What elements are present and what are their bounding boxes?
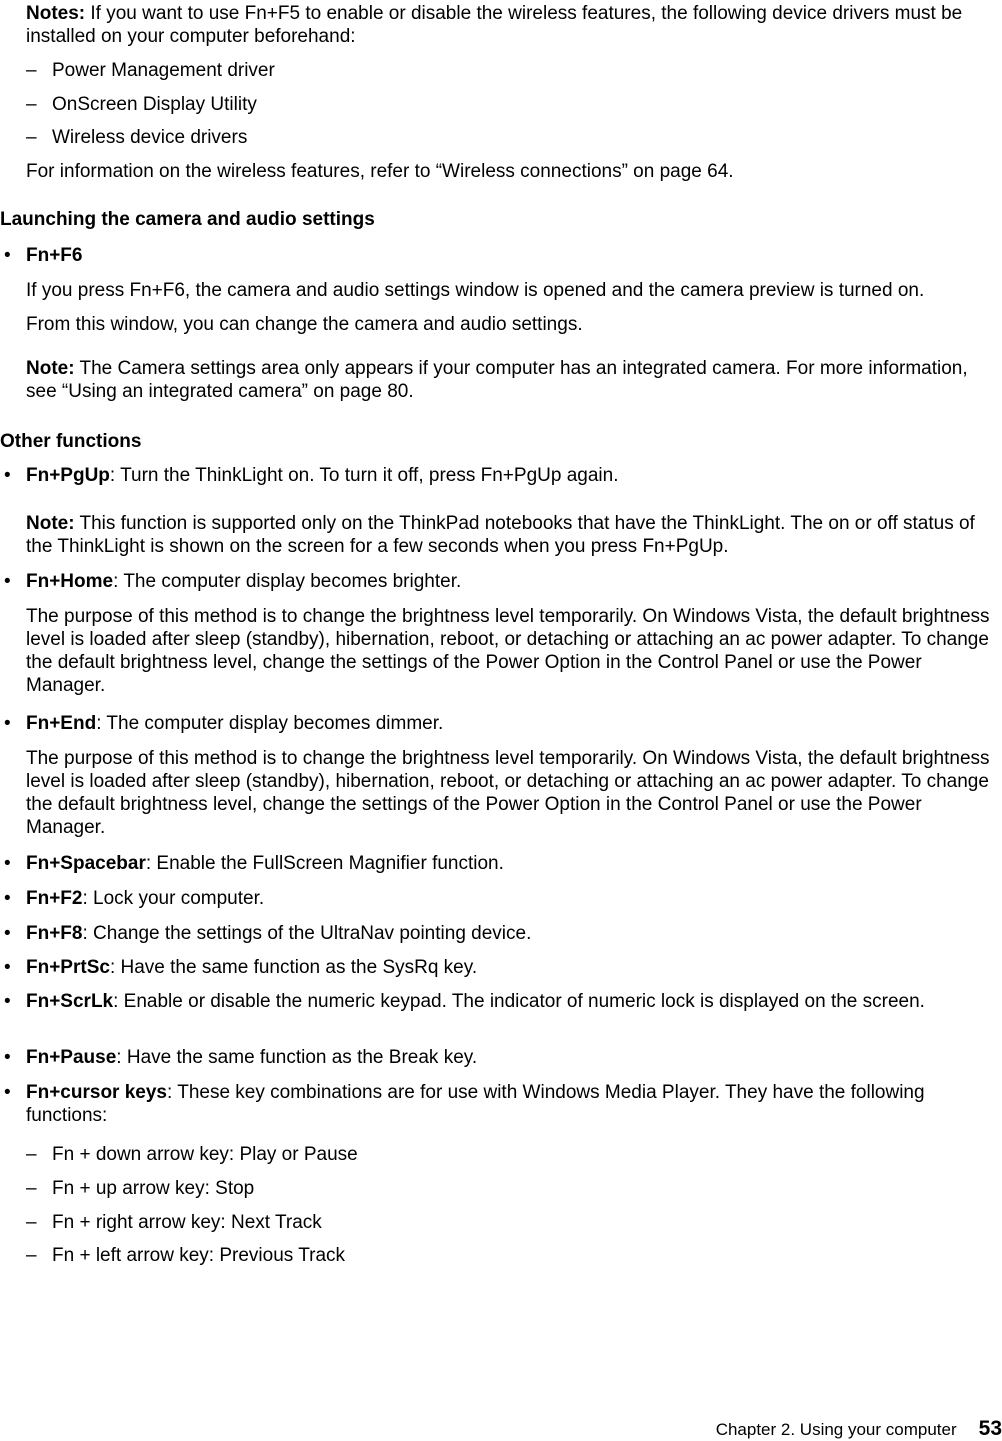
page-number: 53: [978, 1417, 1002, 1440]
fn-pgup-desc: : Turn the ThinkLight on. To turn it off, press Fn+PgUp again.: [109, 465, 619, 486]
driver-item: – OnScreen Display Utility: [26, 94, 257, 115]
bullet-fn-end: [4, 712, 1002, 735]
notes-label: Notes:: [26, 3, 86, 24]
fn-f2-desc: : Lock your computer.: [82, 888, 265, 909]
bullet-dot: •: [4, 957, 11, 978]
camera-para-1: If you press Fn+F6, the camera and audio settings window is opened and the camera preview is turned on.: [26, 280, 925, 301]
fn-f2-key: Fn+F2: [26, 888, 83, 909]
bullet-fn-home: [4, 570, 1002, 593]
bullet-dot: •: [4, 1082, 11, 1103]
fn-end-desc: : The computer display becomes dimmer.: [96, 713, 444, 734]
fn-f8-key: Fn+F8: [26, 923, 83, 944]
note-text: The Camera settings area only appears if your computer has an integrated camera. For more information, see “Using an integrated camera” on page 80.: [26, 358, 968, 402]
driver-item: – Wireless device drivers: [26, 127, 248, 148]
fn-scrlk-key: Fn+ScrLk: [26, 991, 114, 1012]
fn-pgup-key: Fn+PgUp: [26, 465, 110, 486]
driver-item: – Power Management driver: [26, 60, 275, 81]
bullet-dot: •: [4, 888, 11, 909]
pgup-note: [26, 512, 1002, 558]
fn-end-key: Fn+End: [26, 713, 97, 734]
other-functions-heading: Other functions: [0, 431, 142, 452]
fn-cursor-key: Fn+cursor keys: [26, 1082, 167, 1103]
chapter-label: Chapter 2. Using your computer: [715, 1420, 957, 1439]
fn-spacebar-desc: : Enable the FullScreen Magnifier function.: [145, 853, 504, 874]
bullet-fn-f2: [4, 887, 1002, 910]
bullet-dot: •: [4, 465, 11, 486]
wireless-info-text: For information on the wireless features, refer to “Wireless connections” on page 64.: [26, 161, 734, 182]
bullet-fn-cursor-keys: [4, 1081, 1002, 1127]
fn-end-para: The purpose of this method is to change the brightness level temporarily. On Windows Vista, the default brightness level is loaded after sleep (standby), hibernation, reboot, or detaching or attaching an ac power adapter. To change the default brightness level, change the settings of the Power Option in the Control Panel or use the Power Manager.: [26, 748, 990, 838]
notes-paragraph: [26, 2, 1002, 48]
cursor-function-item: – Fn + down arrow key: Play or Pause: [26, 1144, 358, 1165]
bullet-dot: •: [4, 853, 11, 874]
bullet-dot: •: [4, 923, 11, 944]
fn-home-key: Fn+Home: [26, 571, 114, 592]
note-label: Note:: [26, 513, 75, 534]
bullet-dot: •: [4, 991, 11, 1012]
fn-prtsc-key: Fn+PrtSc: [26, 957, 110, 978]
note-label: Note:: [26, 358, 75, 379]
fn-f8-desc: : Change the settings of the UltraNav pointing device.: [82, 923, 532, 944]
bullet-fn-pause: [4, 1046, 1002, 1069]
bullet-fn-f6: [4, 244, 1002, 267]
bullet-dot: •: [4, 571, 11, 592]
fn-prtsc-desc: : Have the same function as the SysRq key.: [109, 957, 478, 978]
bullet-dot: •: [4, 1047, 11, 1068]
note-text: This function is supported only on the ThinkPad notebooks that have the ThinkLight. The on or off status of the ThinkLight is shown on the screen for a few seconds when you press Fn+PgUp.: [26, 513, 975, 557]
page-footer: [716, 1417, 1002, 1441]
bullet-dot: •: [4, 713, 11, 734]
notes-text: If you want to use Fn+F5 to enable or disable the wireless features, the following device drivers must be installed on your computer beforehand:: [26, 3, 963, 47]
bullet-fn-spacebar: [4, 852, 1002, 875]
bullet-fn-scrlk: [4, 990, 1002, 1013]
bullet-fn-prtsc: [4, 956, 1002, 979]
fn-pause-key: Fn+Pause: [26, 1047, 117, 1068]
fn-cursor-desc: : These key combinations are for use with Windows Media Player. They have the following functions:: [26, 1082, 925, 1126]
fn-home-para: The purpose of this method is to change the brightness level temporarily. On Windows Vista, the default brightness level is loaded after sleep (standby), hibernation, reboot, or detaching or attaching an ac power adapter. To change the default brightness level, change the settings of the Power Option in the Control Panel or use the Power Manager.: [26, 606, 990, 696]
camera-section-heading: Launching the camera and audio settings: [0, 209, 375, 230]
cursor-function-item: – Fn + up arrow key: Stop: [26, 1178, 255, 1199]
cursor-function-item: – Fn + left arrow key: Previous Track: [26, 1245, 346, 1266]
fn-f6-key: Fn+F6: [26, 245, 83, 266]
bullet-fn-f8: [4, 922, 1002, 945]
camera-note: [26, 357, 1002, 403]
fn-spacebar-key: Fn+Spacebar: [26, 853, 146, 874]
cursor-function-item: – Fn + right arrow key: Next Track: [26, 1212, 322, 1233]
bullet-fn-pgup: [4, 464, 1002, 487]
fn-home-desc: : The computer display becomes brighter.: [113, 571, 462, 592]
camera-para-2: From this window, you can change the camera and audio settings.: [26, 314, 583, 335]
bullet-dot: •: [4, 245, 11, 266]
fn-scrlk-desc: : Enable or disable the numeric keypad. The indicator of numeric lock is displayed on the screen.: [113, 991, 925, 1012]
fn-pause-desc: : Have the same function as the Break key.: [116, 1047, 478, 1068]
